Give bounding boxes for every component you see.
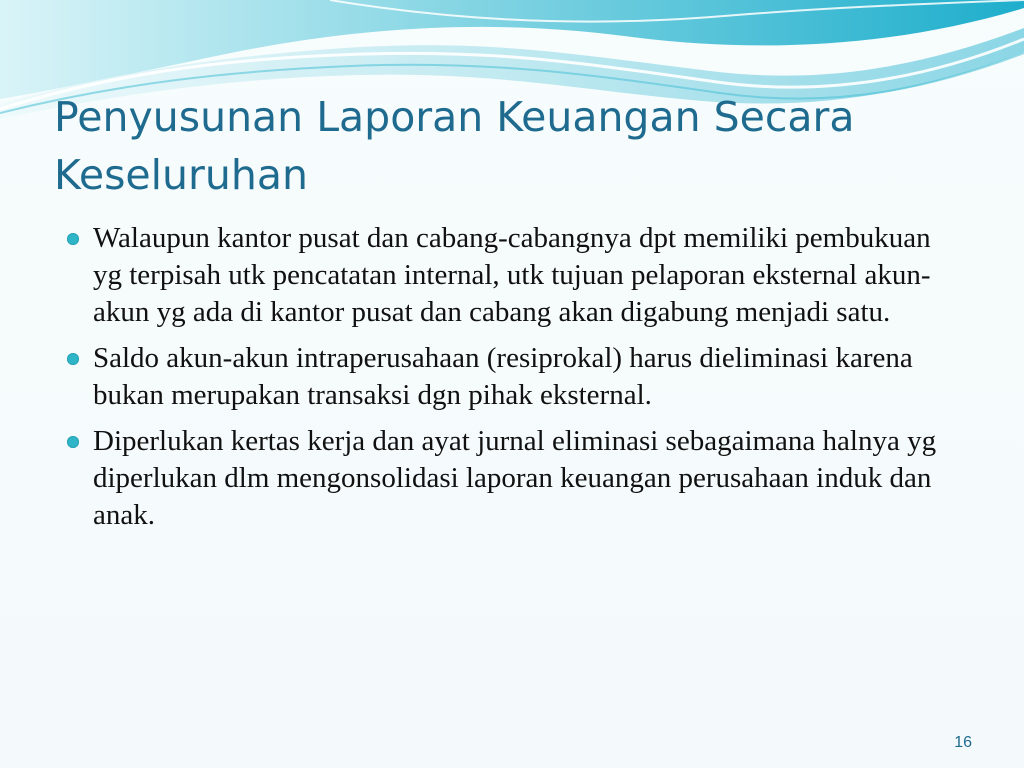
bullet-text: Saldo akun-akun intraperusahaan (resiprokal) harus dieliminasi karena bukan merupakan transaksi dgn pihak eksternal. [93, 342, 913, 411]
bullet-icon [67, 233, 79, 245]
bullet-list-item [60, 423, 960, 534]
slide-title: Penyusunan Laporan Keuangan Secara Keseluruhan [54, 93, 855, 199]
bullet-list [60, 220, 960, 543]
bullet-list-item [60, 220, 960, 331]
slide-page-number: 16 [954, 734, 972, 751]
bullet-text: Diperlukan kertas kerja dan ayat jurnal eliminasi sebagaimana halnya yg diperlukan dlm mengonsolidasi laporan keuangan perusahaan induk dan anak. [93, 425, 937, 531]
bullet-text: Walaupun kantor pusat dan cabang-cabangnya dpt memiliki pembukuan yg terpisah utk pencatatan internal, utk tujuan pelaporan eksternal akun-akun yg ada di kantor pusat dan cabang akan digabung menjadi satu. [93, 222, 931, 328]
bullet-icon [67, 436, 79, 448]
bullet-list-item [60, 340, 960, 414]
bullet-icon [67, 353, 79, 365]
